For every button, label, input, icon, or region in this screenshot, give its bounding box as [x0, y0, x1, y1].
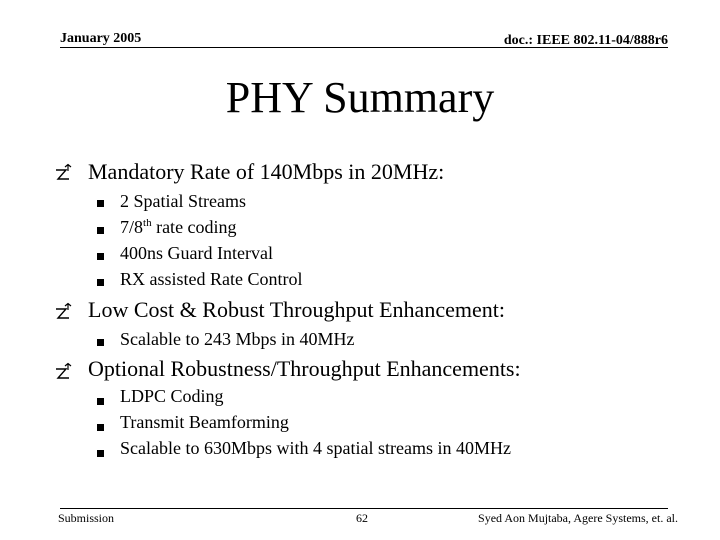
- square-bullet-icon: [97, 339, 104, 346]
- z-arrow-bullet-icon: [53, 162, 73, 184]
- square-bullet-icon: [97, 398, 104, 405]
- list-item: Transmit Beamforming: [120, 412, 289, 432]
- square-bullet-icon: [97, 424, 104, 431]
- square-bullet-icon: [97, 450, 104, 457]
- square-bullet-icon: [97, 253, 104, 260]
- list-item-superscript: th: [143, 217, 152, 229]
- footer-divider: [60, 508, 668, 509]
- header-date: January 2005: [60, 31, 142, 46]
- z-arrow-bullet-icon: [53, 301, 73, 323]
- list-item: 2 Spatial Streams: [120, 191, 246, 211]
- z-arrow-bullet-icon: [53, 361, 73, 383]
- section-heading-low-cost: Low Cost & Robust Throughput Enhancement:: [88, 297, 505, 322]
- square-bullet-icon: [97, 279, 104, 286]
- footer-author: Syed Aon Mujtaba, Agere Systems, et. al.: [478, 511, 678, 525]
- section-heading-mandatory-rate: Mandatory Rate of 140Mbps in 20MHz:: [88, 159, 445, 184]
- slide-title: PHY Summary: [225, 73, 495, 122]
- list-item: LDPC Coding: [120, 386, 224, 406]
- list-item-text: 7/8: [120, 217, 144, 237]
- header-doc-id: doc.: IEEE 802.11-04/888r6: [503, 33, 668, 48]
- list-item: 400ns Guard Interval: [120, 243, 273, 263]
- list-item-text-after: rate coding: [151, 217, 237, 237]
- square-bullet-icon: [97, 200, 104, 207]
- footer-page-number: 62: [356, 511, 368, 525]
- list-item: RX assisted Rate Control: [120, 269, 303, 289]
- list-item: Scalable to 243 Mbps in 40MHz: [120, 329, 355, 349]
- square-bullet-icon: [97, 227, 104, 234]
- section-heading-optional: Optional Robustness/Throughput Enhancements:: [88, 356, 521, 381]
- list-item: [120, 217, 237, 238]
- header-divider: [60, 47, 668, 48]
- footer-submission: Submission: [58, 511, 115, 525]
- list-item: Scalable to 630Mbps with 4 spatial streams in 40MHz: [120, 438, 511, 458]
